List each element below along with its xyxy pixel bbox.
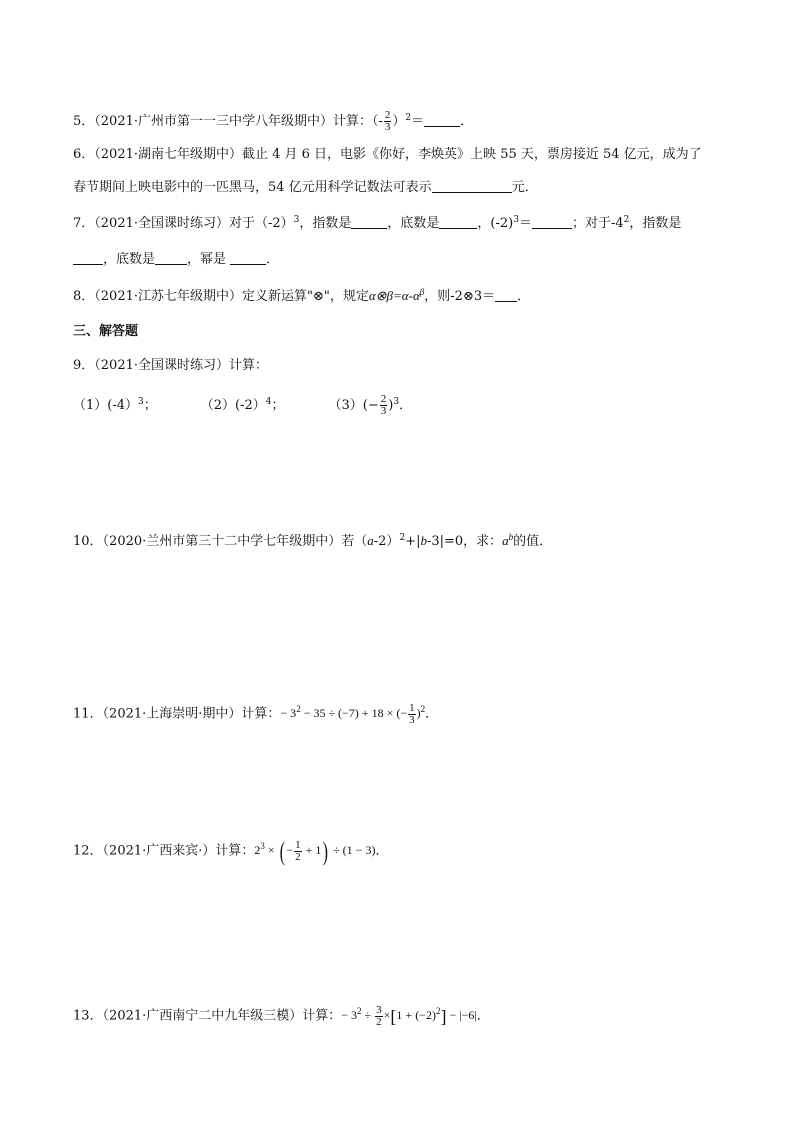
question-13: 13．（2021·广西南宁二中九年级三模）计算：− $3^2$ ÷ $\frac{3}{2}$ $\times[1 + (-2)^2] - |-6|$． — [73, 1004, 490, 1028]
q8-answer-blank — [495, 289, 517, 302]
question-9-parts — [73, 394, 412, 417]
q11-expression: − $3^2 - 35 \div (-7) + 18$ × (− $\frac{1}{3}$ )$^2$ — [280, 702, 426, 726]
section-heading-answers: 三、解答题 — [73, 324, 139, 339]
question-9-title: 9．（2021·全国课时练习）计算： — [73, 358, 268, 373]
q9-part-2: （2）(-2）$^4$； — [200, 397, 285, 413]
question-6-line-2: 春节期间上映电影中的一匹黑马，54 亿元用科学记数法可表示 元． — [73, 180, 538, 195]
q7-blank-value — [532, 216, 572, 229]
question-5: 5．（2021·广州市第一一三中学八年级期中）计算：（- $\frac{2}{3}$ ）$^2$＝ ． — [73, 109, 474, 133]
q5-source: （2021·广州市第一一三中学八年级期中） — [94, 114, 333, 129]
q7-blank-base — [439, 216, 477, 229]
q7-blank-power — [230, 252, 266, 265]
question-6-line-1: 6．（2021·湖南七年级期中）截止 4 月 6 日，电影《你好，李焕英》上映 55 天，票房接近 54 亿元，成为了 — [73, 147, 702, 162]
q5-fraction: $\frac{2}{3}$ — [384, 109, 391, 133]
q5-number: 5． — [73, 114, 95, 129]
q13-expression: − $3^2$ ÷ $\frac{3}{2}$ $\times[1 + (-2)^2] - |-6|$ — [341, 1004, 477, 1028]
question-10: 10．（2020·兰州市第三十二中学七年级期中）若$(a-2)^2+|b-3|=0$，求：$a^b$的值． — [73, 532, 553, 549]
q12-expression: $2^3$ × ( − $\frac{1}{2}$ + 1) ÷ (1 − 3) — [254, 836, 376, 866]
q7-blank-exponent-2 — [73, 252, 103, 265]
q9-part-1: （1）(-4）$^3$； — [73, 397, 157, 413]
q5-text: 计算：（- — [333, 114, 383, 129]
q6-answer-blank — [432, 180, 512, 193]
q8-definition: α⊗β=α-α — [368, 288, 420, 303]
q7-blank-base-2 — [155, 252, 187, 265]
question-7-line-1: 7．（2021·全国课时练习）对于$(-2)^3$，指数是 ，底数是 ，$(-2)^3=$ ；对于$-4^2$，指数是 — [73, 215, 682, 231]
q7-blank-exponent — [351, 216, 387, 229]
question-11: 11．（2021·上海崇明·期中）计算：− $3^2 - 35 \div (-7) + 18$ × (− $\frac{1}{3}$ )$^2$． — [73, 702, 439, 726]
q9-part-3: （3）(− $\frac{2}{3}$ )$^3$． — [328, 393, 413, 417]
question-12: 12．（2021·广西来宾·）计算：$2^3$ × ( − $\frac{1}{2}$ + 1) ÷ (1 − 3)． — [73, 836, 389, 866]
question-7-line-2: ，底数是 ，幂是 ． — [73, 252, 279, 268]
q5-answer-blank — [424, 114, 460, 127]
question-8: 8．（2021·江苏七年级期中）定义新运算"⊗"，规定$\alpha\otimes\beta=\alpha-\alpha^\beta$，则-2⊗3＝ ． — [73, 287, 531, 304]
